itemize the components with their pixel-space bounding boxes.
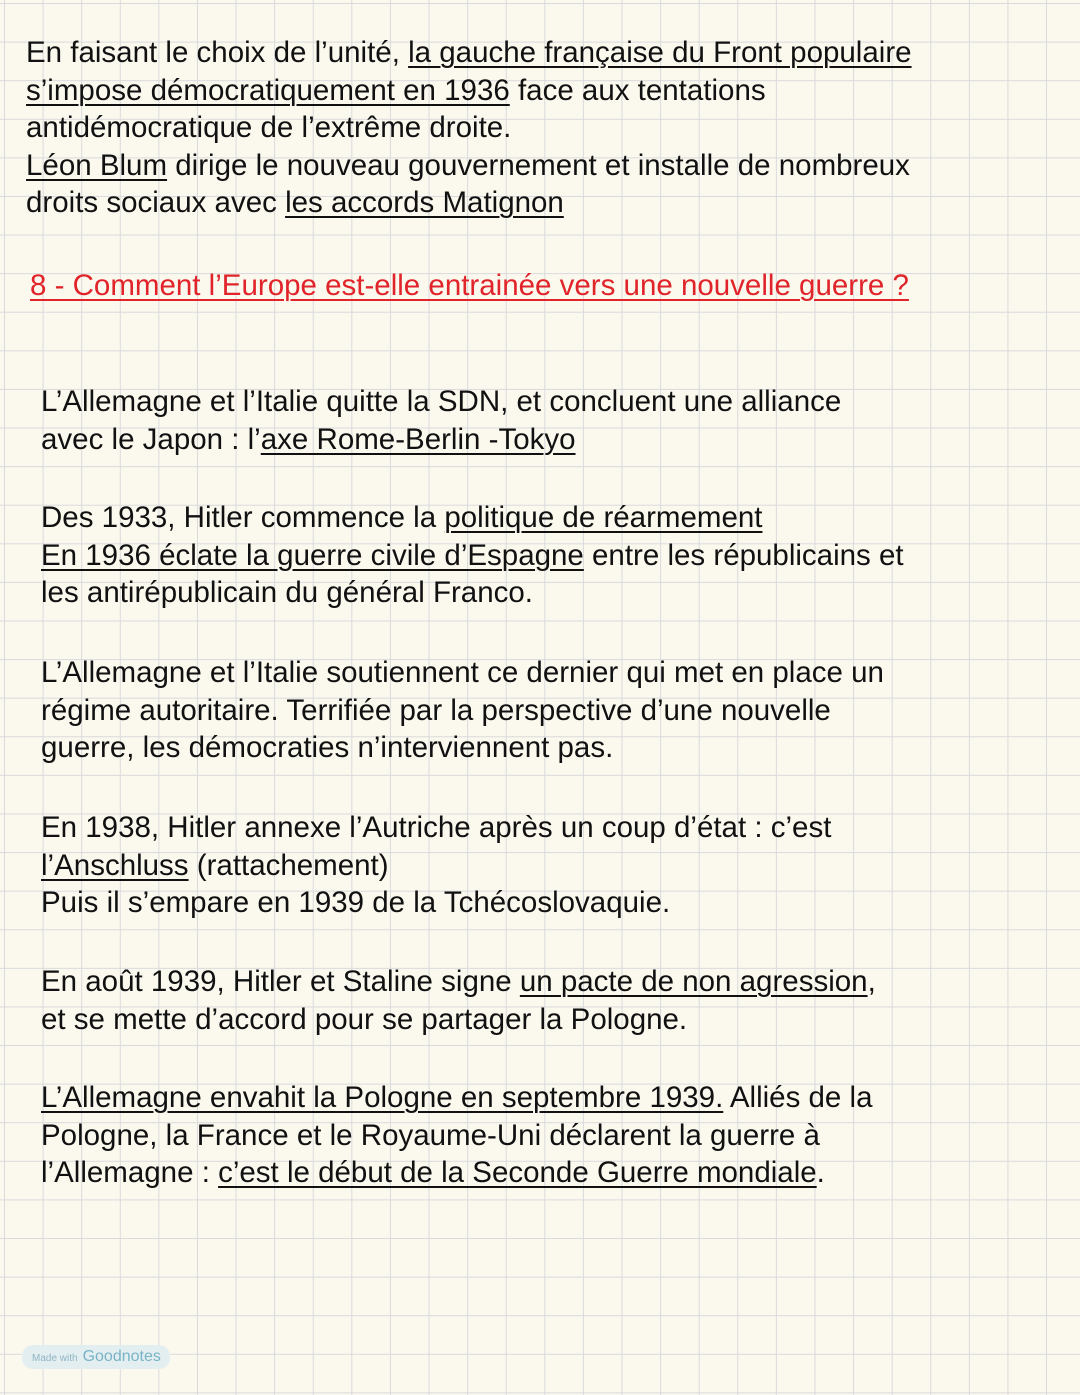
text-line: s’impose démocratiquement en 1936 face aux tentations [26,73,766,107]
text-line: antidémocratique de l’extrême droite. [26,111,512,144]
text-line: En août 1939, Hitler et Staline signe un pacte de non agression, [41,965,876,998]
underlined-text: un pacte de non agression [519,965,868,998]
text-line: L’Allemagne envahit la Pologne en septembre 1939. Alliés de la [41,1081,873,1114]
text-line: l’Anschluss (rattachement) [41,848,389,882]
text-line: Des 1933, Hitler commence la politique de réarmement [41,501,763,534]
text-line: L’Allemagne et l’Italie quitte la SDN, et concluent une alliance [41,385,842,418]
intro-paragraph [26,34,912,222]
underlined-text: c’est le début de la Seconde Guerre mondiale [218,1156,817,1189]
text-line: avec le Japon : l’axe Rome-Berlin -Tokyo [41,422,576,456]
text-line: En 1938, Hitler annexe l’Autriche après un coup d’état : c’est [41,811,832,844]
paragraph-axis [41,383,841,458]
underlined-text: politique de réarmement [444,501,763,534]
goodnotes-logo-text: Goodnotes [82,1348,161,1365]
text-line: En 1936 éclate la guerre civile d’Espagne entre les républicains et [41,538,904,572]
underlined-text: L’Allemagne envahit la Pologne en septembre 1939. [41,1081,724,1114]
paragraph-rearmament [41,499,904,612]
text-line: régime autoritaire. Terrifiée par la perspective d’une nouvelle [41,693,831,727]
underlined-text: l’Anschluss [41,848,189,882]
text-line: Puis il s’empare en 1939 de la Tchécoslovaquie. [41,886,671,919]
underlined-text: s’impose démocratiquement en 1936 [26,73,510,107]
paragraph-pact [41,963,876,1038]
underlined-text: les accords Matignon [285,186,564,219]
text-line: et se mette d’accord pour se partager la Pologne. [41,1002,688,1036]
text-line: Pologne, la France et le Royaume-Uni déclarent la guerre à [41,1118,820,1152]
text-line: En faisant le choix de l’unité, la gauche française du Front populaire [26,36,912,69]
underlined-text: la gauche française du Front populaire [408,36,912,69]
text-line: guerre, les démocraties n’interviennent pas. [41,731,614,764]
text-line: les antirépublicain du général Franco. [41,576,533,609]
text-line: l’Allemagne : c’est le début de la Seconde Guerre mondiale. [41,1156,825,1189]
paragraph-anschluss [41,809,831,922]
made-with-goodnotes-badge [22,1345,170,1369]
text-line: L’Allemagne et l’Italie soutiennent ce dernier qui met en place un [41,656,884,689]
section-heading: 8 - Comment l’Europe est-elle entrainée vers une nouvelle guerre ? [30,269,909,302]
underlined-text: axe Rome-Berlin -Tokyo [260,422,576,456]
text-line: droits sociaux avec les accords Matignon [26,186,564,219]
paragraph-invasion [41,1079,873,1192]
made-with-label: Made with [32,1353,78,1364]
underlined-text: En 1936 éclate la guerre civile d’Espagne [41,538,584,572]
text-line: Léon Blum dirige le nouveau gouvernement et installe de nombreux [26,148,910,182]
underlined-text: Léon Blum [26,148,168,182]
paragraph-support [41,654,884,767]
